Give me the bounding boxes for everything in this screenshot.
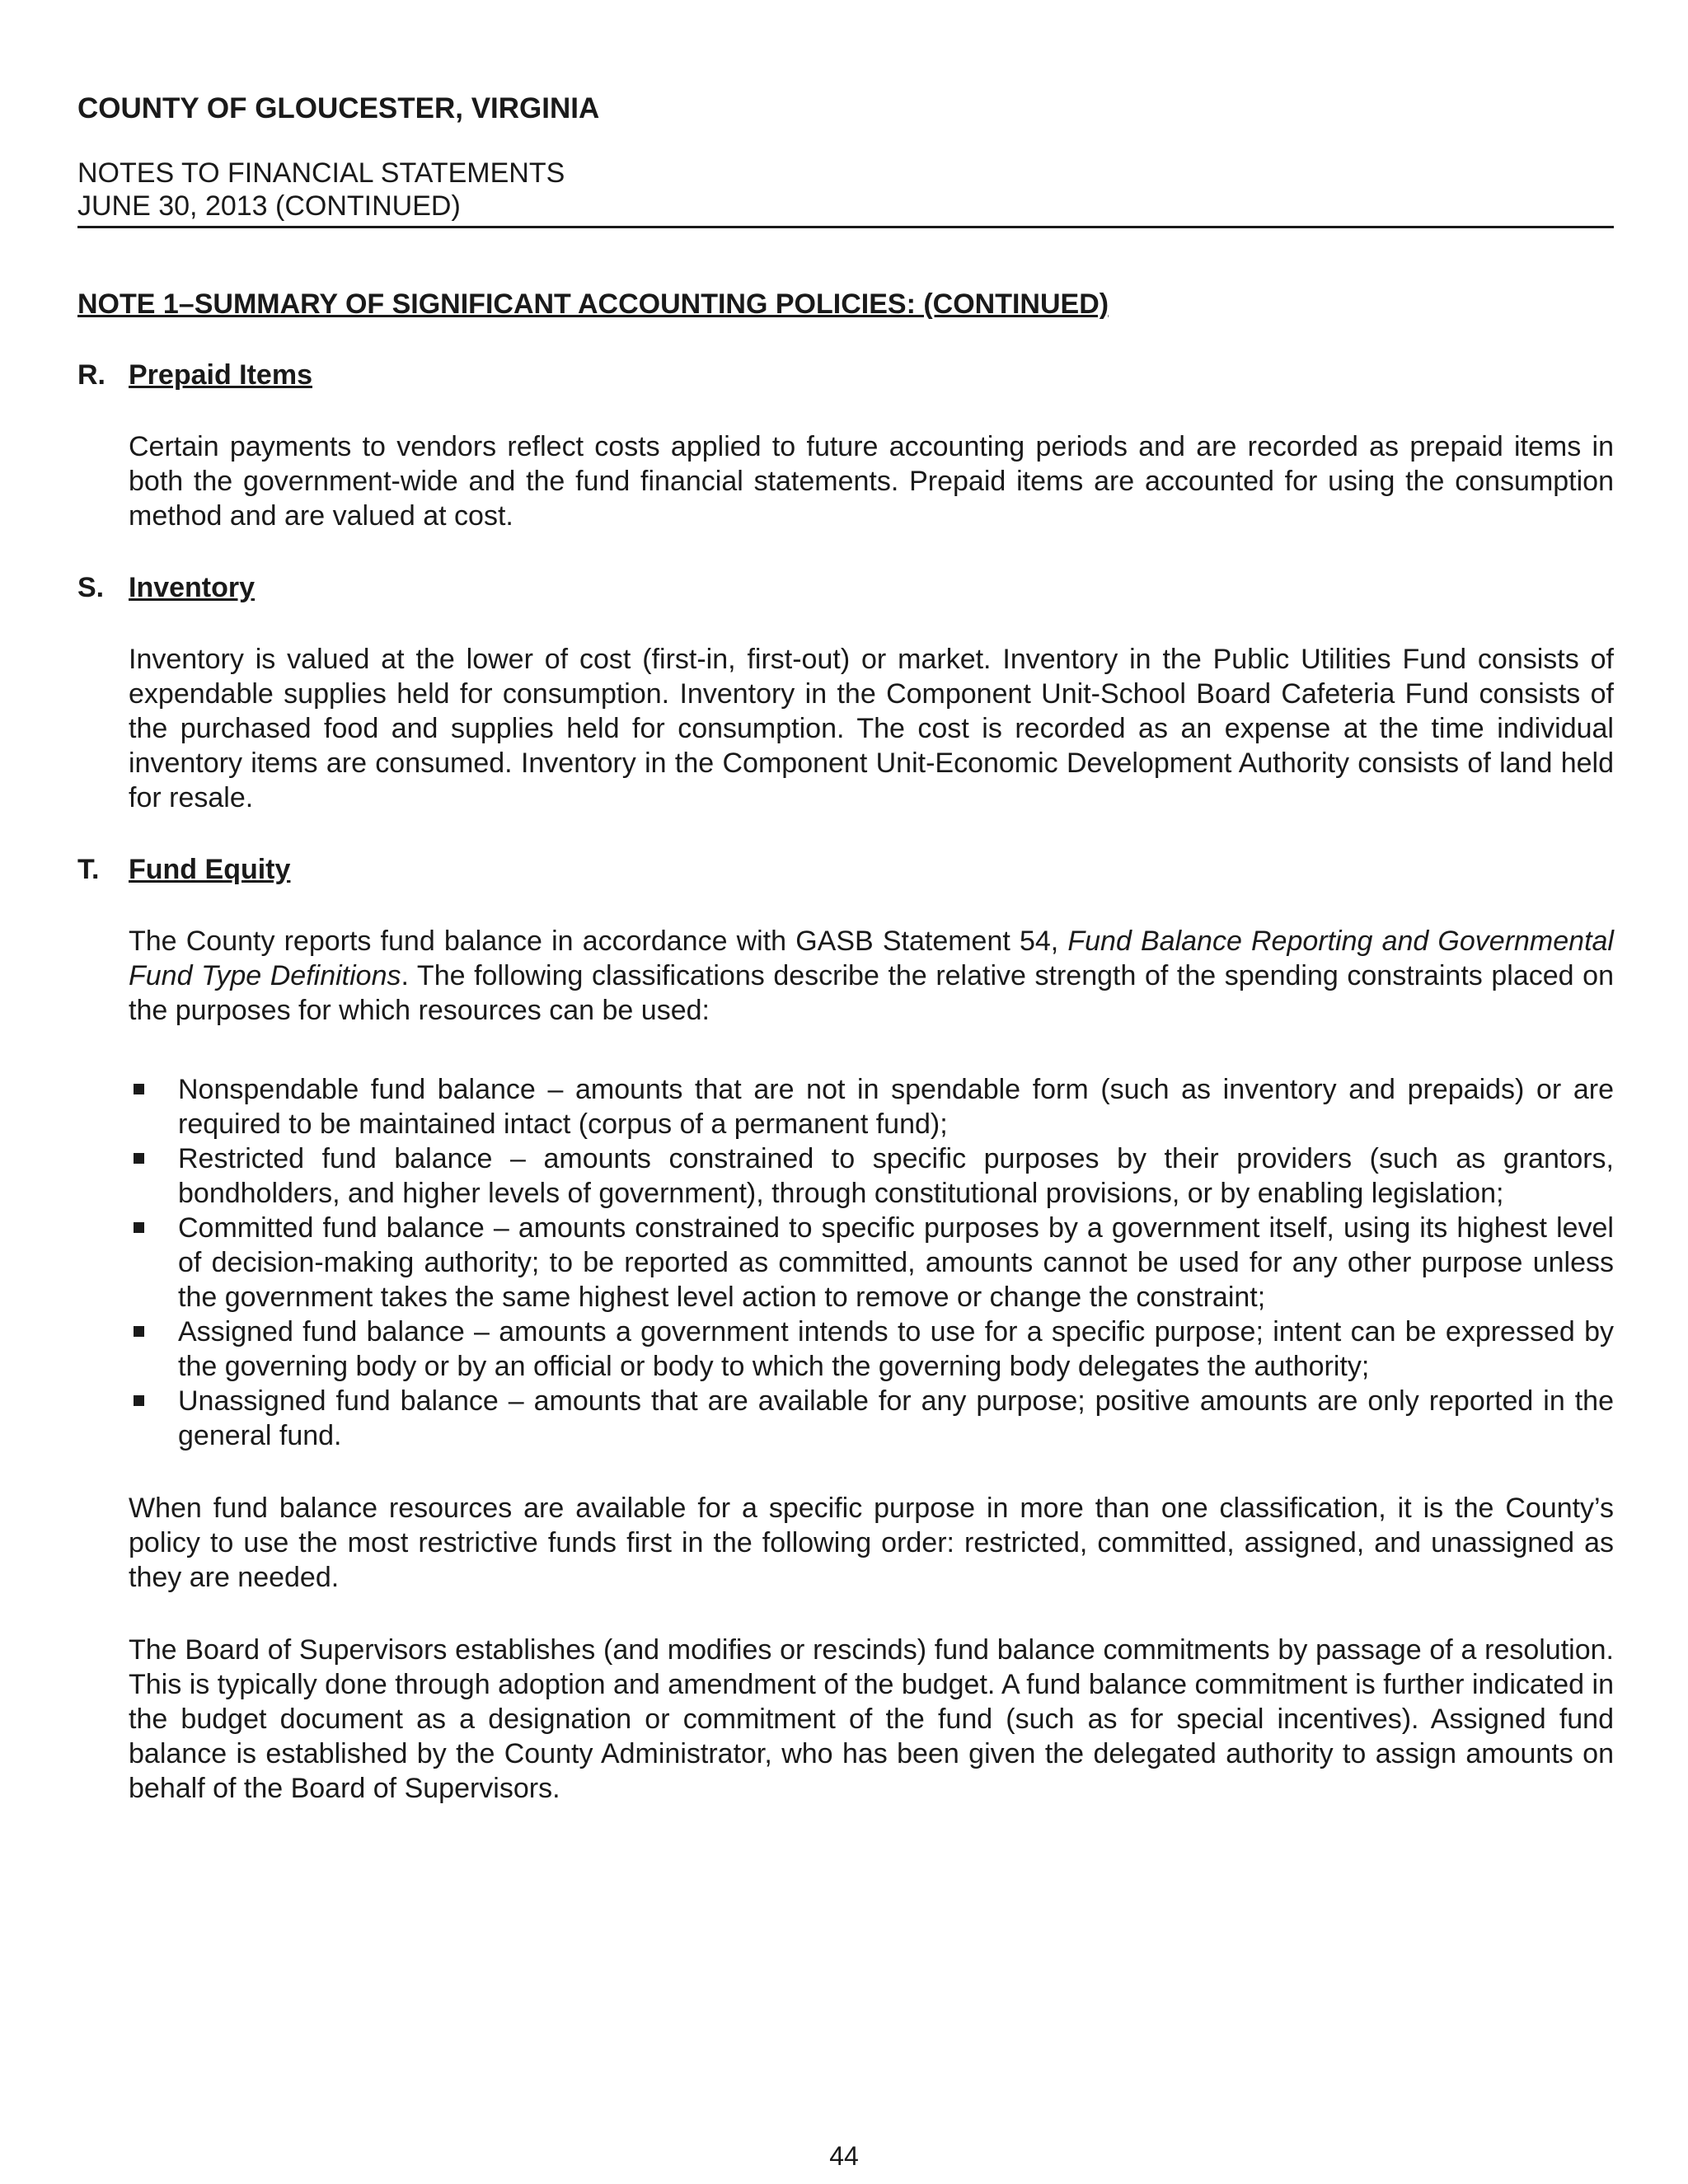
square-bullet-icon (129, 1315, 178, 1384)
page-number: 44 (829, 2141, 859, 2171)
section-t-letter: T. (77, 854, 100, 885)
list-item (129, 1384, 1614, 1453)
section-s-title: Inventory (129, 572, 256, 603)
list-item-text: Committed fund balance – amounts constrained to specific purposes by a government itself, using its highest level of decision-making authority; to be reported as committed, amounts cannot be used for any other purpose unless the government takes the same highest level action to remove or change the constraint; (178, 1212, 1614, 1313)
section-r-letter: R. (77, 359, 106, 391)
list-item (129, 1315, 1614, 1384)
list-item-text: Restricted fund balance – amounts constrained to specific purposes by their providers (such as grantors, bondholders, and higher levels of government), through constitutional provisions, or by enabling legislation; (178, 1143, 1614, 1209)
list-item (129, 1141, 1614, 1211)
square-bullet-icon (129, 1384, 178, 1453)
list-item-text: Assigned fund balance – amounts a government intends to use for a specific purpose; intent can be expressed by the governing body or by an official or body to which the governing body delegates the authority; (178, 1316, 1614, 1382)
section-t-p1-italic: Fund Balance Reporting and Governmental Fund Type Definitions (129, 926, 1614, 991)
section-t-paragraph-2: When fund balance resources are available for a specific purpose in more than one classification, it is the County’s policy to use the most restrictive funds first in the following order: restricted, committed, assigned, and unassigned as they are needed. (129, 1493, 1614, 1593)
section-t-title: Fund Equity (129, 854, 291, 885)
document-header (77, 157, 1614, 228)
section-s-heading (77, 571, 1614, 604)
list-item (129, 1211, 1614, 1315)
section-t-paragraph-1 (129, 924, 1614, 1028)
section-t-p1-text-a: The County reports fund balance in accordance with GASB Statement 54, (129, 926, 1068, 957)
list-item-text: Unassigned fund balance – amounts that are available for any purpose; positive amounts are only reported in the general fund. (178, 1385, 1614, 1451)
document-date: JUNE 30, 2013 (CONTINUED) (77, 190, 461, 222)
square-bullet-icon (129, 1141, 178, 1211)
square-bullet-icon (129, 1211, 178, 1315)
section-t-paragraph-3: The Board of Supervisors establishes (and modifies or rescinds) fund balance commitments by passage of a resolution. This is typically done through adoption and amendment of the budget. A fund balance commitment is further indicated in the budget document as a designation or commitment of the fund (such as for special incentives). Assigned fund balance is established by the County Administrator, who has been given the delegated authority to assign amounts on behalf of the Board of Supervisors. (129, 1634, 1614, 1804)
fund-balance-classification-list (129, 1072, 1614, 1453)
section-s-letter: S. (77, 572, 105, 603)
county-title: COUNTY OF GLOUCESTER, VIRGINIA (77, 92, 600, 124)
section-r-heading (77, 359, 1614, 391)
document-page (77, 92, 1614, 1806)
square-bullet-icon (129, 1072, 178, 1141)
list-item (129, 1072, 1614, 1141)
section-t-heading (77, 853, 1614, 886)
note-title: NOTE 1–SUMMARY OF SIGNIFICANT ACCOUNTING POLICIES: (CONTINUED) (77, 288, 1109, 320)
section-t-p1-text-b: . The following classifications describe the relative strength of the spending constraints placed on the purposes for which resources can be used: (129, 960, 1614, 1026)
list-item-text: Nonspendable fund balance – amounts that are not in spendable form (such as inventory and prepaids) or are required to be maintained intact (corpus of a permanent fund); (178, 1074, 1614, 1140)
section-r-title: Prepaid Items (129, 359, 312, 391)
section-r-paragraph: Certain payments to vendors reflect costs applied to future accounting periods and are recorded as prepaid items in both the government-wide and the fund financial statements. Prepaid items are accounted for using the consumption method and are valued at cost. (129, 431, 1614, 532)
document-title: NOTES TO FINANCIAL STATEMENTS (77, 157, 565, 189)
section-s-paragraph: Inventory is valued at the lower of cost (first-in, first-out) or market. Inventory in the Public Utilities Fund consists of expendable supplies held for consumption. Inventory in the Component Unit-School Board Cafeteria Fund consists of the purchased food and supplies held for consumption. The cost is recorded as an expense at the time individual inventory items are consumed. Inventory in the Component Unit-Economic Development Authority consists of land held for resale. (129, 644, 1614, 813)
